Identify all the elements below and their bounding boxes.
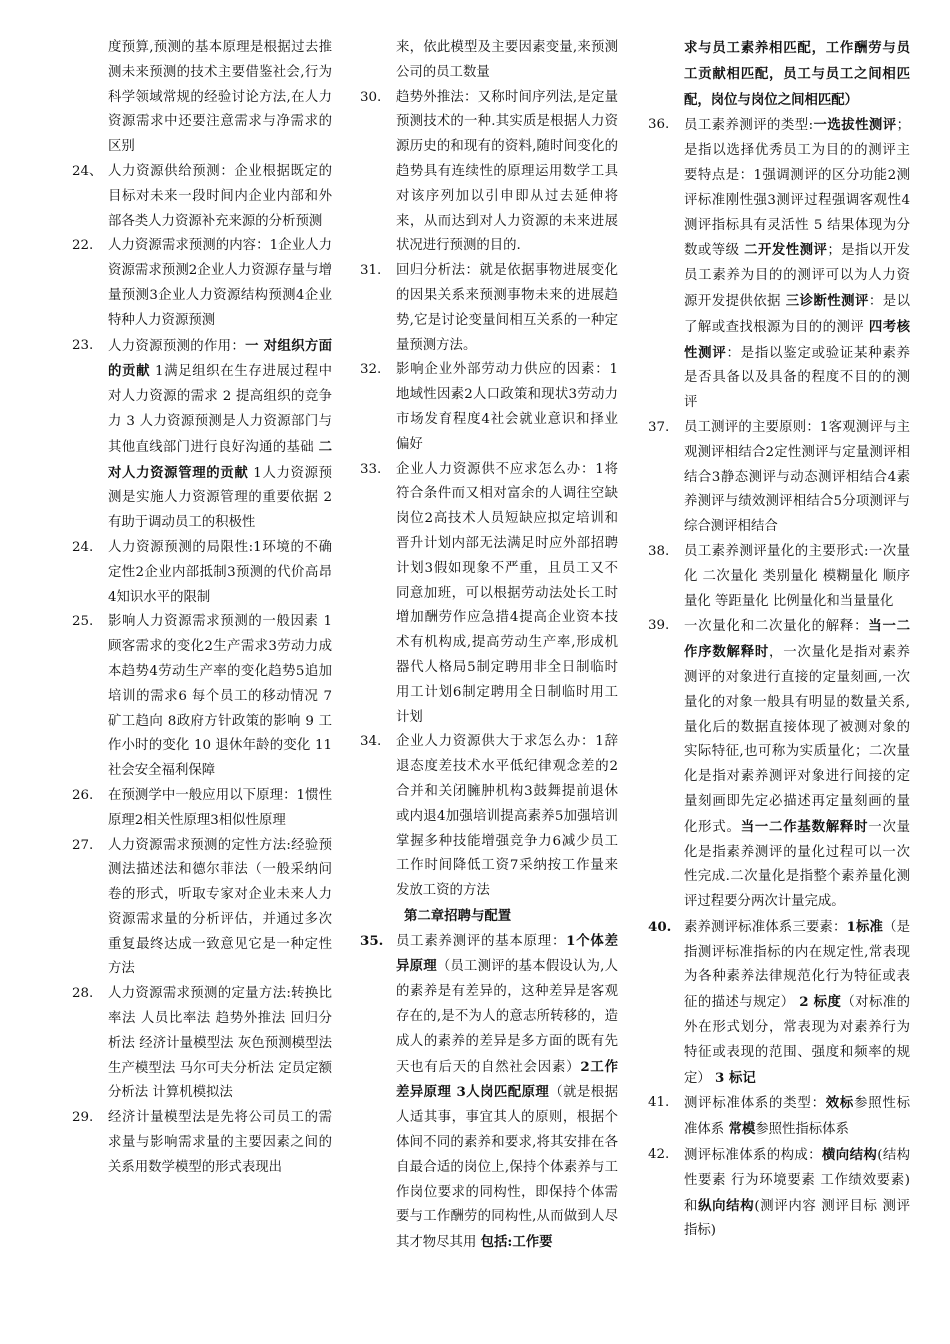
item-number: 28. <box>72 986 94 1002</box>
continuation-text: 来，依此模型及主要因素变量,来预测公司的员工数量 <box>396 40 618 80</box>
item-text: （员工测评的基本假设认为,人的素养是有差异的，这种差异是客观存在的,是不为人的意志所转移的，造成人的素养的差异是多方面的既有先天也有后天的自然社会因素） <box>396 959 618 1075</box>
item-number: 31. <box>360 263 382 279</box>
item-text: 影响人力资源需求预测的一般因素 1顾客需求的变化2生产需求3劳动力成本趋势4劳动生产率的变化趋势5追加培训的需求6 每个员工的移动情况 7 矿工趋向 8政府方针政策的影响 9 工作小时的变化 10 退休年龄的变化 11 社会安全福利保障 <box>108 614 332 779</box>
bold-heading: 包括:工作要 <box>480 1234 553 1251</box>
item-text: 员工素养测评的基本原理： <box>396 933 567 949</box>
item-number: 39. <box>648 618 670 634</box>
list-item <box>360 259 618 358</box>
list-item <box>648 915 910 1092</box>
list-item <box>648 540 910 614</box>
item-text: 影响企业外部劳动力供应的因素：1地域性因素2人口政策和现状3劳动力市场发育程度4社会就业意识和择业偏好 <box>396 362 618 452</box>
bold-heading: 当一二作序数解释时 <box>684 618 911 661</box>
list-item <box>72 834 332 983</box>
item-text: ：是以了解或查找根源为目的的测评 <box>684 293 910 335</box>
column-middle <box>360 36 618 1256</box>
item-text: 企业人力资源供不应求怎么办：1将符合条件而又相对富余的人调往空缺岗位2高技术人员短缺应拟定培训和晋升计划内部无法满足时应外部招聘计划3假如现象不严重，且员工又不同意加班，可以根据劳动法处长工时增加酬劳作应急措4提高企业资本技术有机构成,提高劳动生产率,形成机器代人格局5制定聘用非全日制临时用工计划6制定聘用全日制临时用工计划 <box>396 461 618 725</box>
item-number: 33. <box>360 461 382 477</box>
list-item <box>72 234 332 333</box>
item-number: 42. <box>648 1147 670 1163</box>
list-item <box>360 358 618 457</box>
item-number: 34. <box>360 734 382 750</box>
item-number: 25. <box>72 614 94 630</box>
item-text: 人力资源预测的作用： <box>108 338 246 354</box>
item-text: 企业人力资源供大于求怎么办：1辞退态度差技术水平低纪律观念差的2合并和关闭臃肿机构3鼓舞提前退休或内退4加强培训提高素养5加强培训掌握多种技能增强竞争力6减少员工工作时间降低工资7采纳按工作量来发放工资的方法 <box>396 734 618 899</box>
list-item <box>360 730 618 904</box>
item-text: 员工测评的主要原则：1客观测评与主观测评相结合2定性测评与定量测评相结合3静态测评与动态测评相结合4素养测评与绩效测评相结合5分项测评与综合测评相结合 <box>684 419 910 535</box>
bold-heading: 3 标记 <box>715 1069 756 1086</box>
item-text: ，一次量化是指对素养测评的对象进行直接的定量刻画,一次量化的对象一般具有明显的数量关系,量化后的数据直接体现了被测对象的实际特征,也可称为实质量化；二次量化是指对素养测评对象进行间接的定量刻画即先定必描述再定量刻画的量化形式。 <box>684 645 911 835</box>
item-text: 一次量化和二次量化的解释： <box>684 619 869 635</box>
column-left <box>72 36 332 1181</box>
bold-heading: 2工作差异原理 3人岗匹配原理 <box>396 1058 619 1101</box>
item-number: 24. <box>72 539 94 555</box>
item-number: 32. <box>360 362 382 378</box>
item-text: 人力资源供给预测：企业根据既定的目标对未来一段时间内企业内部和外部各类人力资源补充来源的分析预测 <box>108 163 332 229</box>
item-text: (测评内容 测评目标 测评指标) <box>684 1198 910 1239</box>
item-text: 人力资源预测的局限性:1环境的不确定性2企业内部抵制3预测的代价高昂4知识水平的限制 <box>108 539 332 605</box>
list-item <box>72 610 332 784</box>
item-text: 一次量化是指素养测评的量化过程可以一次性完成.二次量化是指整个素养量化测评过程要分两次计量完成。 <box>684 819 911 910</box>
list-item <box>648 113 910 416</box>
item-number: 30. <box>360 89 382 105</box>
bold-heading: 二 对人力资源管理的贡献 <box>108 438 332 481</box>
continuation-text <box>648 36 910 113</box>
item-number: 27. <box>72 837 94 853</box>
item-text: 在预测学中一般应用以下原理：1惯性原理2相关性原理3相似性原理 <box>108 787 332 828</box>
bold-heading: 2 标度 <box>799 994 842 1011</box>
list-item <box>72 536 332 610</box>
list-item <box>648 1091 910 1143</box>
item-text: 员工素养测评的类型: <box>684 118 814 134</box>
chapter-title: 第二章招聘与配置 <box>404 907 512 924</box>
bold-heading: 求与员工素养相匹配，工作酬劳与员工贡献相匹配，员工与员工之间相匹配，岗位与岗位之间相匹配） <box>684 40 910 108</box>
bold-heading: 当一二作基数解释时 <box>740 818 869 835</box>
item-text: （是指测评标准指标的内在规定性,常表现为各种素养法律规范化行为特征或表征的描述与规定） <box>684 919 911 1011</box>
item-number: 40. <box>648 918 672 935</box>
column-right <box>648 36 910 1244</box>
item-number: 41. <box>648 1095 670 1111</box>
list-item <box>648 1143 910 1244</box>
item-text: ；是指以开发员工素养为目的的测评可以为人力资源开发提供依据 <box>684 243 911 309</box>
item-number: 35. <box>360 932 384 949</box>
item-text: 参照性指标体系 <box>755 1122 849 1138</box>
item-text: 1人力资源预测是实施人力资源管理的重要依据 2 有助于调动员工的积极性 <box>108 465 333 531</box>
bold-heading: 常模 <box>728 1121 756 1138</box>
item-text: 1满足组织在生存进展过程中对人力资源的需求 2 提高组织的竞争力 3 人力资源预测是人力资源部门与其他直线部门进行良好沟通的基础 <box>108 364 333 455</box>
bold-heading: 二开发性测评 <box>744 242 828 259</box>
list-item <box>648 416 910 540</box>
item-text: 趋势外推法：又称时间序列法,是定量预测技术的一种.其实质是根据人力资源历史的和现有的资料,随时间变化的趋势具有连续性的原理运用数学工具对该序列加以引申即从过去延伸将来，从而达到对人力资源的未来进展状况进行预测的目的. <box>396 89 618 254</box>
item-text: （对标准的外在形式划分，常表现为对素养行为特征或表现的范围、强度和频率的规定） <box>684 995 911 1086</box>
list-item <box>72 334 332 536</box>
item-text: 人力资源需求预测的内容：1企业人力资源需求预测2企业人力资源存量与增量预测3企业人力资源结构预测4企业特种人力资源预测 <box>108 238 332 328</box>
bold-heading: 一选拔性测评 <box>813 117 897 134</box>
continuation-text: 度预算,预测的基本原理是根据过去推测未来预测的技术主要借鉴社会,行为科学领域常规的经验讨论方法,在人力资源需求中还要注意需求与净需求的区别 <box>108 40 332 155</box>
bold-heading: 一 对组织方面的贡献 <box>108 337 333 380</box>
item-number: 22. <box>72 238 94 254</box>
bold-heading: 效标 <box>825 1095 855 1112</box>
list-item <box>72 784 332 834</box>
item-number: 38. <box>648 543 670 559</box>
item-number: 24、 <box>72 163 103 179</box>
bold-heading: 三诊断性测评 <box>785 292 869 309</box>
item-text: 素养测评标准体系三要素： <box>684 919 847 935</box>
item-number: 36. <box>648 117 670 133</box>
list-item <box>360 458 618 731</box>
item-text: （就是根据人适其事，事宜其人的原则，根据个体间不同的素养和要求,将其安排在各自最合适的岗位上,保持个体素养与工作岗位要求的同构性，即保持个体需要与工作酬劳的同构性,从而做到人尽其才物尽其用 <box>396 1085 619 1251</box>
item-text: 人力资源需求预测的定性方法:经验预测法描述法和德尔菲法（一般采纳问卷的形式，听取专家对企业未来人力资源需求量的分析评估，并通过多次重复最终达成一致意见它是一种定性方法 <box>108 837 332 977</box>
item-number: 26. <box>72 787 94 803</box>
item-text: ：是指以鉴定或验证某种素养是否具备以及具备的程度不目的的测评 <box>684 345 911 411</box>
list-item <box>72 1106 332 1180</box>
item-text: 员工素养测评量化的主要形式:一次量化 二次量化 类别量化 模糊量化 顺序量化 等距量化 比例量化和当量量化 <box>684 543 910 609</box>
item-text: 人力资源需求预测的定量方法:转换比率法 人员比率法 趋势外推法 回归分析法 经济计量模型法 灰色预测模型法 生产模型法 马尔可夫分析法 定员定额分析法 计算机模拟法 <box>108 986 332 1101</box>
item-text: ；是指以选择优秀员工为目的的测评主要特点是：1强调测评的区分功能2测评标准刚性强3测评过程强调客观性4测评指标具有灵活性 5 结果体现为分数或等级 <box>684 118 911 259</box>
bold-heading: 纵向结构 <box>698 1197 755 1214</box>
list-item <box>648 614 910 915</box>
item-number: 29. <box>72 1110 94 1126</box>
list-item <box>72 160 332 234</box>
item-text: 参照性标准体系 <box>684 1096 911 1138</box>
item-number: 37. <box>648 419 670 435</box>
bold-heading: 横向结构 <box>821 1147 878 1164</box>
list-item <box>72 982 332 1106</box>
item-text: 测评标准体系的构成： <box>684 1148 822 1164</box>
item-text: 测评标准体系的类型： <box>684 1096 826 1112</box>
item-text: (结构性要素 行为环境要素 工作绩效要素)和 <box>684 1148 911 1214</box>
item-text: 回归分析法：就是依据事物进展变化的因果关系来预测事物未来的进展趋势,它是讨论变量间相互关系的一种定量预测方法。 <box>396 263 618 353</box>
bold-heading: 1标准 <box>846 918 884 935</box>
bold-heading: 四考核性测评 <box>684 318 910 361</box>
bold-heading: 1个体差异原理 <box>396 932 618 975</box>
list-item <box>360 86 618 260</box>
list-item <box>360 929 618 1256</box>
item-number: 23. <box>72 337 94 353</box>
item-text: 经济计量模型法是先将公司员工的需求量与影响需求量的主要因素之间的关系用数学模型的形式表现出 <box>108 1110 332 1175</box>
